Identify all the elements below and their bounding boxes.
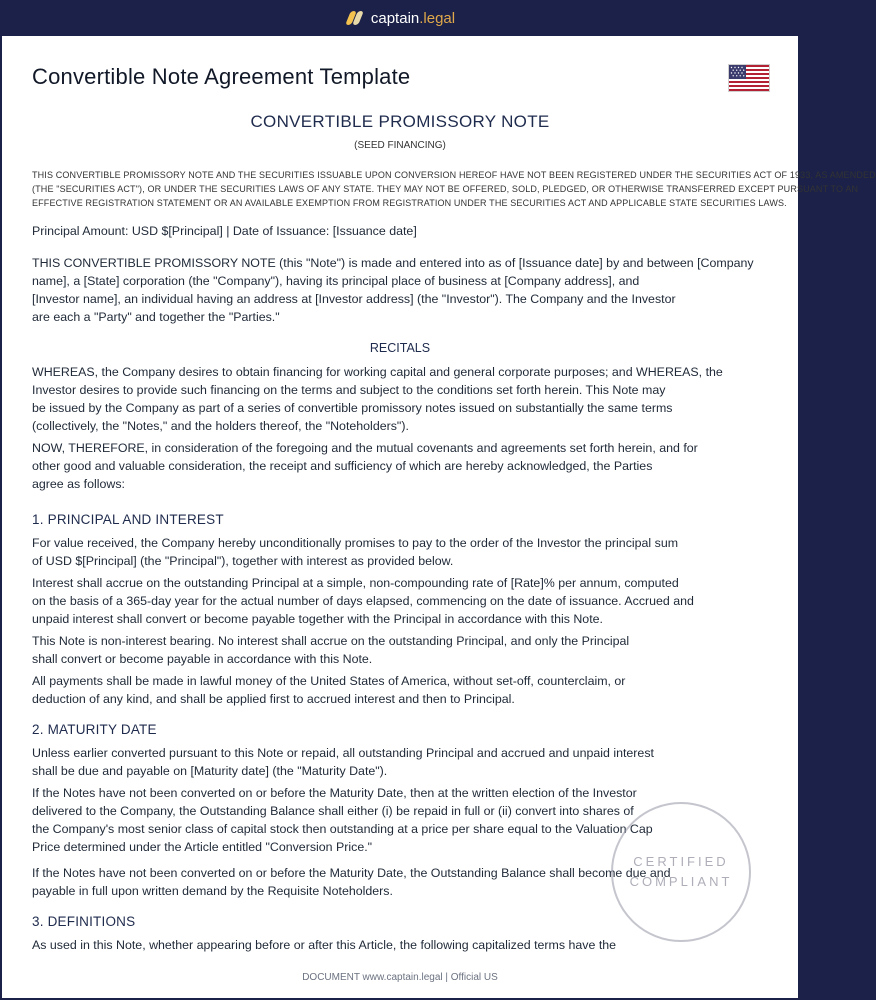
text-line: THIS CONVERTIBLE PROMISSORY NOTE (this "Note") is made and entered into as of [Issuance date] by and between [Company xyxy=(32,256,754,270)
intro-paragraph xyxy=(32,254,768,326)
text-line: This Note is non-interest bearing. No interest shall accrue on the outstanding Principal, and only the Principal xyxy=(32,634,630,648)
principal-line: Principal Amount: USD $[Principal] | Date of Issuance: [Issuance date] xyxy=(32,224,417,238)
page-title: Convertible Note Agreement Template xyxy=(32,64,411,89)
brand-name: captain.legal xyxy=(370,9,456,27)
section2-paragraph xyxy=(32,744,768,780)
recitals-heading: RECITALS xyxy=(369,341,431,355)
legend-line: THIS CONVERTIBLE PROMISSORY NOTE AND THE SECURITIES ISSUABLE UPON CONVERSION HEREOF HAVE NOT BEEN REGISTERED UNDER THE SECURITIES ACT OF 1933, AS AMENDED xyxy=(32,170,876,180)
now-therefore-paragraph xyxy=(32,439,768,493)
text-line: of USD $[Principal] (the "Principal"), together with interest as provided below. xyxy=(32,554,454,568)
text-line: As used in this Note, whether appearing before or after this Article, the following capitalized terms have the xyxy=(32,938,617,952)
text-line: are each a "Party" and together the "Parties." xyxy=(32,310,280,324)
text-line: Unless earlier converted pursuant to this Note or repaid, all outstanding Principal and accrued and unpaid interest xyxy=(32,746,654,760)
section-heading: 3. DEFINITIONS xyxy=(32,914,136,929)
text-line: Interest shall accrue on the outstanding Principal at a simple, non-compounding rate of [Rate]% per annum, computed xyxy=(32,576,679,590)
text-line: agree as follows: xyxy=(32,477,125,491)
text-line: NOW, THEREFORE, in consideration of the foregoing and the mutual covenants and agreements set forth herein, and for xyxy=(32,441,698,455)
text-line: other good and valuable consideration, the receipt and sufficiency of which are hereby acknowledged, the Parties xyxy=(32,459,653,473)
text-line: Investor desires to provide such financing on the terms and subject to the conditions set forth herein. This Note may xyxy=(32,383,666,397)
us-flag-icon xyxy=(728,64,770,92)
text-line: payable in full upon written demand by the Requisite Noteholders. xyxy=(32,884,393,898)
section2-paragraph xyxy=(32,784,768,856)
top-bar xyxy=(0,0,800,36)
section1-paragraph xyxy=(32,672,768,708)
section1-paragraph xyxy=(32,574,768,628)
text-line: delivered to the Company, the Outstanding Balance shall either (i) be repaid in full or (ii) convert into shares of xyxy=(32,804,634,818)
text-line: deduction of any kind, and shall be applied first to accrued interest and then to Principal. xyxy=(32,692,515,706)
stamp-text: CERTIFIED xyxy=(633,854,729,869)
text-line: [Investor name], an individual having an address at [Investor address] (the "Investor"). The Company and the Investor xyxy=(32,292,676,306)
captain-logo-icon xyxy=(345,10,363,26)
legend-line: (THE "SECURITIES ACT"), OR UNDER THE SECURITIES LAWS OF ANY STATE. THEY MAY NOT BE OFFERED, SOLD, PLEDGED, OR OTHERWISE TRANSFERRED EXCEPT PURSUANT TO AN xyxy=(32,184,859,194)
document-page xyxy=(2,36,876,998)
text-line: If the Notes have not been converted on or before the Maturity Date, the Outstanding Balance shall become due and xyxy=(32,866,671,880)
text-line: name], a [State] corporation (the "Company"), having its principal place of business at [Company address], and xyxy=(32,274,640,288)
text-line: be issued by the Company as part of a series of convertible promissory notes issued on substantially the same terms xyxy=(32,401,673,415)
section2-paragraph xyxy=(32,864,768,900)
section-heading: 2. MATURITY DATE xyxy=(32,722,157,737)
text-line: Price determined under the Article entitled "Conversion Price." xyxy=(32,840,373,854)
text-line: If the Notes have not been converted on or before the Maturity Date, then at the written election of the Investor xyxy=(32,786,637,800)
text-line: (collectively, the "Notes," and the holders thereof, the "Noteholders"). xyxy=(32,419,409,433)
text-line: the Company's most senior class of capital stock then outstanding at a price per share equal to the Valuation Cap xyxy=(32,822,653,836)
text-line: For value received, the Company hereby unconditionally promises to pay to the order of the Investor the principal sum xyxy=(32,536,679,550)
stamp-text: COMPLIANT xyxy=(629,874,733,889)
section-heading: 1. PRINCIPAL AND INTEREST xyxy=(32,512,224,527)
text-line: unpaid interest shall convert or become payable together with the Principal in accordance with this Note. xyxy=(32,612,603,626)
section1-paragraph xyxy=(32,534,768,570)
document-footer: DOCUMENT www.captain.legal | Official US xyxy=(302,972,498,983)
document-subtitle: (SEED FINANCING) xyxy=(354,140,446,151)
legend-line: EFFECTIVE REGISTRATION STATEMENT OR AN AVAILABLE EXEMPTION FROM REGISTRATION UNDER THE SECURITIES ACT AND APPLICABLE STATE SECURITIES LAWS. xyxy=(32,198,787,208)
brand-logo[interactable] xyxy=(345,10,455,27)
text-line: shall be due and payable on [Maturity date] (the "Maturity Date"). xyxy=(32,764,388,778)
securities-legend xyxy=(32,168,876,210)
document-title: CONVERTIBLE PROMISSORY NOTE xyxy=(250,112,550,131)
text-line: WHEREAS, the Company desires to obtain financing for working capital and general corporate purposes; and WHEREAS, the xyxy=(32,365,723,379)
recitals-paragraph xyxy=(32,363,768,435)
text-line: on the basis of a 365-day year for the actual number of days elapsed, commencing on the date of issuance. Accrued and xyxy=(32,594,694,608)
text-line: shall convert or become payable in accordance with this Note. xyxy=(32,652,373,666)
text-line: All payments shall be made in lawful money of the United States of America, without set-off, counterclaim, or xyxy=(32,674,626,688)
section1-paragraph xyxy=(32,632,768,668)
section3-paragraph xyxy=(32,936,768,950)
